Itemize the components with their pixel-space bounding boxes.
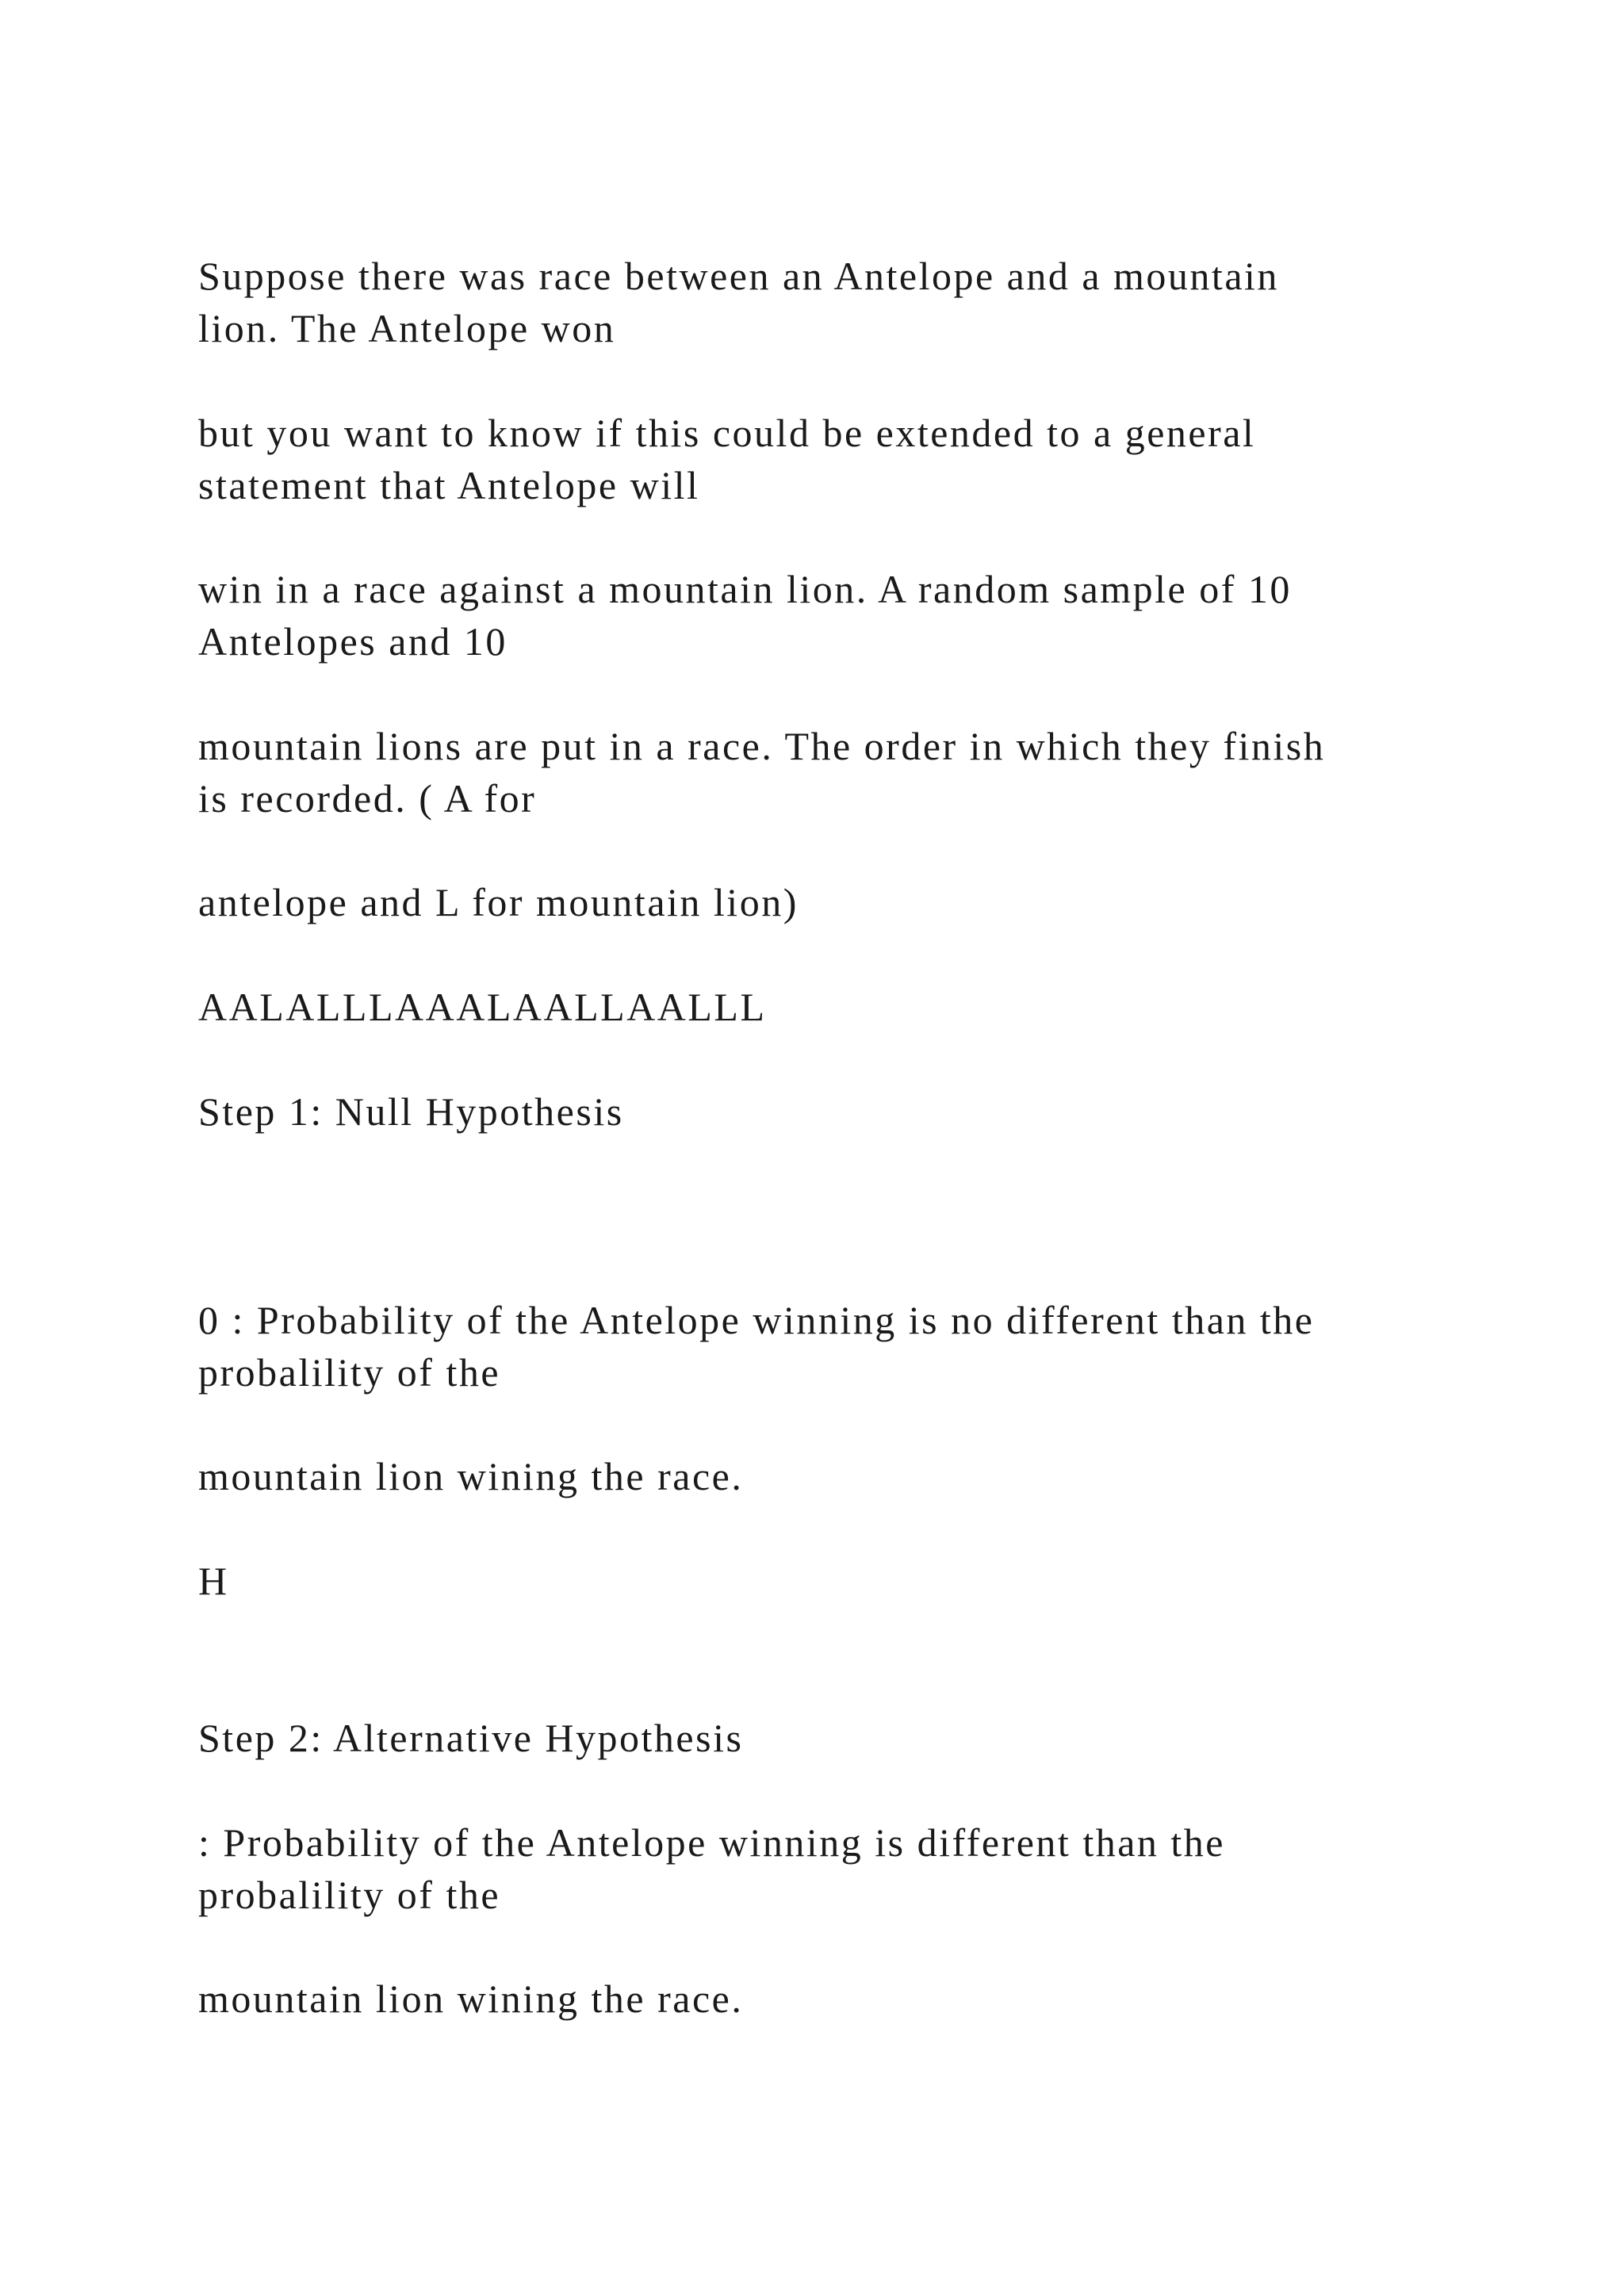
- alternative-hypothesis-line-2: probalility of the: [198, 1873, 501, 1917]
- null-hypothesis-line-3: mountain lion wining the race.: [198, 1454, 744, 1498]
- step-2-heading: Step 2: Alternative Hypothesis: [198, 1716, 744, 1760]
- race-finish-order: AALALLLAAALAALLAALLL: [198, 985, 767, 1029]
- step-1-heading: Step 1: Null Hypothesis: [198, 1089, 624, 1134]
- null-hypothesis-line-2: probalility of the: [198, 1350, 501, 1395]
- paragraph-3-line-2: Antelopes and 10: [198, 619, 508, 664]
- paragraph-1-line-1: Suppose there was race between an Antelope and a mountain: [198, 254, 1279, 298]
- null-hypothesis-line-1: 0 : Probability of the Antelope winning is no different than the: [198, 1298, 1315, 1342]
- paragraph-1-line-2: lion. The Antelope won: [198, 306, 616, 350]
- alternative-hypothesis-line-3: mountain lion wining the race.: [198, 1976, 744, 2021]
- paragraph-2-line-2: statement that Antelope will: [198, 463, 700, 507]
- paragraph-4-line-1: mountain lions are put in a race. The order in which they finish: [198, 724, 1326, 768]
- paragraph-2-line-1: but you want to know if this could be extended to a general: [198, 411, 1256, 455]
- hypothesis-symbol-h: H: [198, 1559, 229, 1603]
- paragraph-5-line-1: antelope and L for mountain lion): [198, 880, 799, 924]
- paragraph-3-line-1: win in a race against a mountain lion. A random sample of 10: [198, 567, 1292, 611]
- paragraph-4-line-2: is recorded. ( A for: [198, 776, 537, 821]
- alternative-hypothesis-line-1: : Probability of the Antelope winning is different than the: [198, 1820, 1225, 1865]
